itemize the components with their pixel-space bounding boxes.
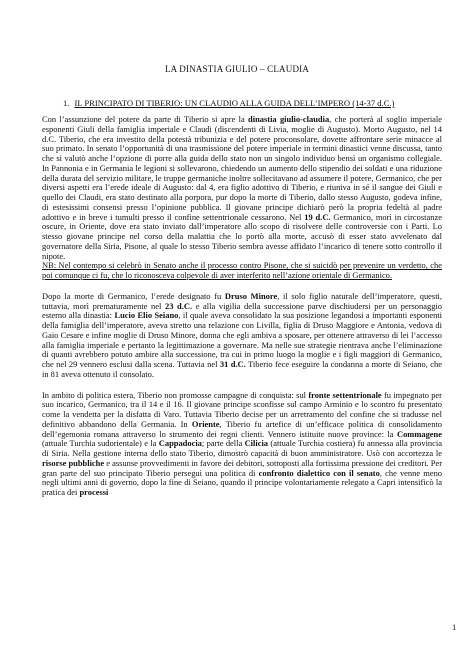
page-number: 1 [452, 622, 457, 632]
paragraph-text: , che porterà al soglio imperiale esponenti Giuli della famiglia imperiale e Claudi (discendenti di Livia, moglie di Augusto). Morto Augusto, nel 14 d.C. Tiberio, che era investito della potestà tribunizia e del potere proconsolare, dovette affrontare serie minacce al suo primato. In senato l’opportunità di una trasmissione del potere imperiale in termini dinastici venne discussa, tanto che si valutò anche l’opzione di porre alla guida dello stato non un singolo individuo bensì un organismo collegiale. In Pannonia e in Germania le legioni si sollevarono, chiedendo un aumento dello stipendio dei soldati e una riduzione della durata del servizio militare, le truppe germaniche inoltre sollecitavano ad assumere il potere, Germanico, che per diversi aspetti era l’erede ideale di Augusto: dal 4, era figlio adottivo di Tiberio, e riuniva in sé il sangue dei Giuli e quello dei Claudi, era stato destinato alla porpora, pur dopo la morte di Tiberio, dallo stesso Augusto, godeva infine, di estesissimi consensi presso l’opinione pubblica. Il giovane principe dichiarò però la propria fedeltà al padre adottivo e in breve i tumulti presso il confine settentrionale cessarono. Nel [42, 114, 442, 222]
paragraph-text: e assunse provvedimenti in favore dei debitori, sottoposti alla fortissima pressione dei creditori. Per gran parte del suo principato Tiberio perseguì una politica di [42, 457, 443, 478]
bold-term: Cilicia [244, 438, 269, 449]
paragraph-text: fu impegnato per suo incarico, Germanico, tra il 14 e il 16. Il giovane principe sconfisse sul campo Arminio e lo scontro fu presentato come la vendetta per la disfatta di Varo. Tuttavia Tiberio decise per un arretramento del confine che si tradusse nel definitivo abbandono della Germania. In [42, 389, 442, 429]
paragraph-text: , il solo figlio naturale dell’imperatore, questi, tuttavia, morì prematuramente nel [42, 290, 442, 311]
bold-term: 31 d.C. [219, 359, 246, 369]
bold-term: Cappadocia [158, 438, 202, 449]
bold-term: confronto dialettico con il senato [258, 467, 380, 478]
bold-term: 23 d.C. [164, 300, 193, 311]
bold-term: Commagene [397, 428, 442, 439]
nota-bene-note: NB: Nel contempo si celebrò in Senato anche il processo contro Pisone, che si suicidò per prevenire un verdetto, che poi comunque ci fu, che lo riconosceva colpevole di aver interferito nell’azione orientale di Germanico. [42, 260, 442, 280]
bold-term: risorse pubbliche [42, 457, 105, 468]
section-title: IL PRINCIPATO DI TIBERIO: UN CLAUDIO ALLA GUIDA DELL’IMPERO (14-37 d.C.) [74, 98, 395, 108]
bold-term: processi [79, 487, 109, 497]
paragraph-text: (attuale Turchia sudorientale) e la [42, 438, 159, 449]
paragraph-seiano [42, 292, 442, 380]
section-number: 1. [63, 98, 70, 108]
paragraph-text: e alla vigilia della successione parve dischiudersi per un personaggio esterno alla dinastia: [42, 300, 442, 321]
bold-term: Oriente [191, 418, 220, 429]
paragraph-text: ; parte della [201, 438, 245, 449]
section-heading [63, 98, 443, 108]
bold-term: fronte settentrionale [308, 389, 382, 400]
paragraph-text: In ambito di politica estera, Tiberio non promosse campagne di conquista: sul [42, 389, 309, 400]
paragraph-text: Germanico, morì in circostanze oscure, in Oriente, dove era stato inviato dall’imperatore allo scopo di risolvere delle controversie con i Parti. Lo stesso giovane principe nel corso della malattia che lo portò alla morte, accusò di esser stato avvelenato dal governatore della Siria, Pisone, al quale lo stesso Tiberio sembra avesse affidato l’incarico di tenere sotto controllo il nipote. [42, 211, 442, 261]
bold-term: Lucio Elio Seiano [114, 310, 179, 321]
paragraph-text: Dopo la morte di Germanico, l’erede designato fu [42, 290, 225, 301]
paragraph-text: Con l’assunzione del potere da parte di Tiberio si apre la [42, 114, 249, 124]
paragraph-foreign-policy [42, 391, 442, 498]
paragraph-succession [42, 115, 442, 261]
bold-term: 19 d.C. [304, 211, 331, 222]
paragraph-text: (attuale Turchia costiera) fu annessa alla provincia di Siria. Nella gestione interna dello stato Tiberio, dimostrò capacità di buon amministratore. Usò con accortezza le [42, 438, 442, 458]
document-body [42, 115, 442, 509]
document-title: LA DINASTIA GIULIO – CLAUDIA [164, 64, 310, 74]
paragraph-text: Tiberio fece eseguire la condanna a morte di Seiano, che in 81 aveva ottenuto il consolato. [42, 359, 442, 379]
paragraph-text: , Tiberio fu artefice di un’efficace politica di consolidamento dell’egemonia romana attraverso lo strumento dei regni clienti. Vennero istituite nuove province: la [42, 418, 442, 439]
bold-term: Druso Minore [224, 290, 278, 301]
paragraph-text: , che venne meno negli ultimi anni di governo, dopo la fine di Seiano, quando il principe volontariamente relegato a Capri intensificò la pratica dei [42, 467, 443, 497]
bold-term: dinastia giulio-claudia [248, 114, 330, 124]
paragraph-text: , il quale aveva consolidato la sua posizione legandosi a importanti esponenti della famiglia dell’imperatore, aveva stretto una relazione con Livilla, figlia di Druso Maggiore e Antonia, vedova di Gaio Cesare e infine moglie di Druso Minore, donna che egli ambiva a sposare, per ottenere attraverso di lei l’accesso alla famiglia imperiale e pertanto la legittimazione a governare. Ma nelle sue strategie rientrava anche l’eliminazione di quanti avrebbero potuto ambire alla successione, tra cui in primo luogo la moglie e i figli maggiori di Germanico, che nel 29 vennero esclusi dalla scena. Tuttavia nel [42, 310, 442, 369]
